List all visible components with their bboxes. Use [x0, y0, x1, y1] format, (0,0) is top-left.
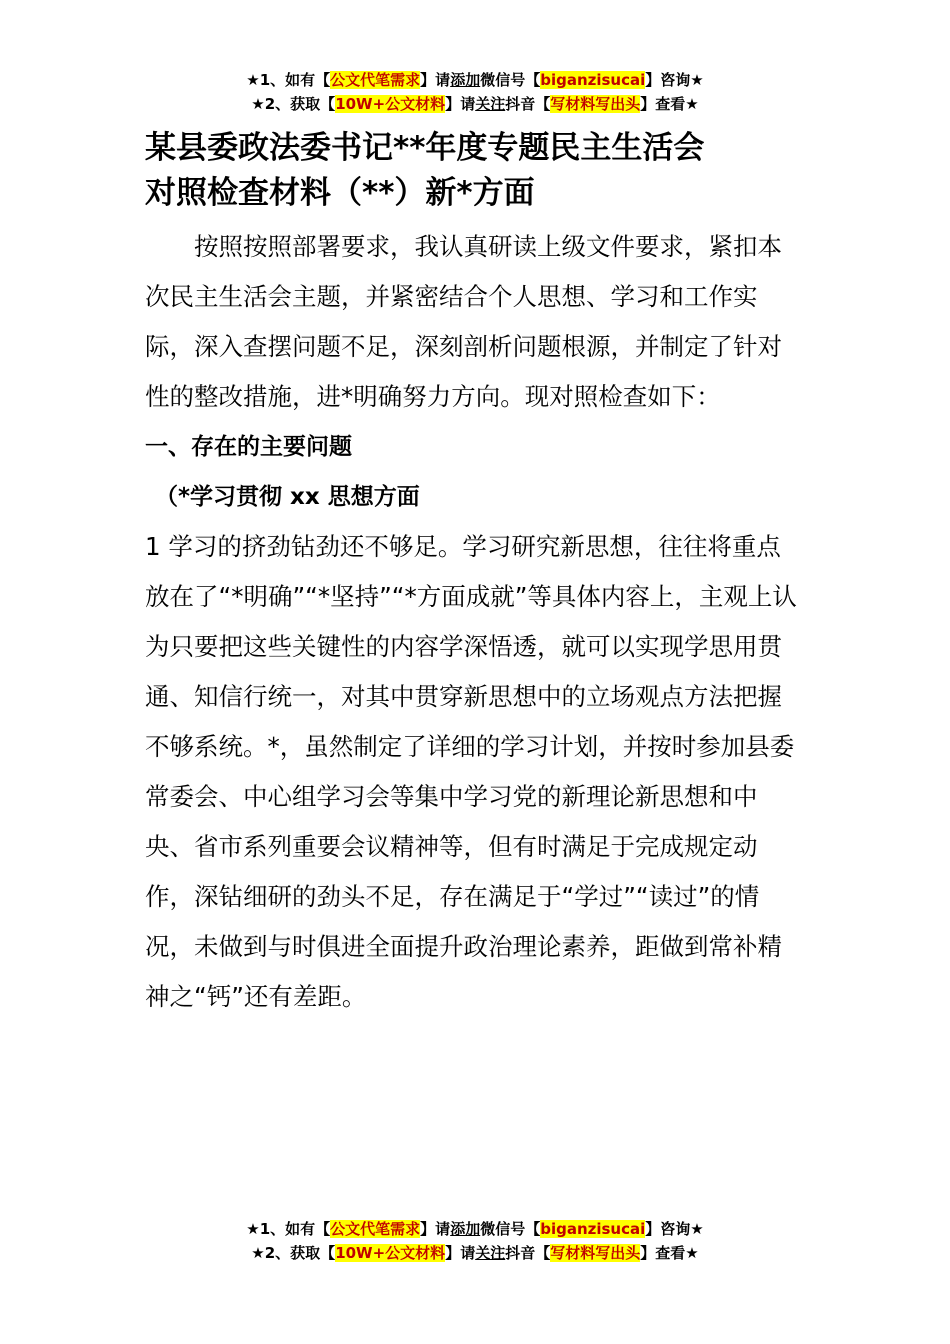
- banner-text: 】请: [445, 95, 476, 113]
- banner-text: 抖音【: [505, 95, 551, 113]
- highlight-service: 公文代笔需求: [330, 1220, 421, 1238]
- banner-text: 微信号【: [480, 1220, 541, 1238]
- banner-text: 】查看★: [640, 95, 699, 113]
- banner-text: 微信号【: [480, 71, 541, 89]
- underlined-text: 关注: [475, 1244, 506, 1262]
- document-title: [145, 126, 805, 216]
- banner-line-2: [0, 92, 950, 116]
- highlight-douyin-account: 写材料写出头: [550, 1244, 641, 1262]
- banner-text: 】请: [445, 1244, 476, 1262]
- subsection-heading: （*学习贯彻 xx 思想方面: [155, 484, 420, 510]
- footer-banner: [0, 1217, 950, 1265]
- highlight-service: 公文代笔需求: [330, 71, 421, 89]
- banner-text: 】咨询★: [645, 1220, 704, 1238]
- banner-text: ★2、获取【: [251, 95, 336, 113]
- underlined-text: 关注: [475, 95, 506, 113]
- highlight-materials: 10W+公文材料: [335, 95, 446, 113]
- document-body: [145, 222, 805, 1022]
- banner-text: 抖音【: [505, 1244, 551, 1262]
- title-line-2: 对照检查材料（**）新*方面: [145, 175, 535, 211]
- banner-text: 】咨询★: [645, 71, 704, 89]
- banner-line-1: [0, 68, 950, 92]
- banner-text: 】查看★: [640, 1244, 699, 1262]
- highlight-materials: 10W+公文材料: [335, 1244, 446, 1262]
- underlined-text: 添加: [450, 1220, 481, 1238]
- banner-text: ★1、如有【: [246, 71, 331, 89]
- highlight-wechat-id: biganzisucai: [540, 71, 646, 89]
- banner-text: 】请: [420, 1220, 451, 1238]
- title-line-1: 某县委政法委书记**年度专题民主生活会: [145, 130, 705, 166]
- banner-line-2: [0, 1241, 950, 1265]
- highlight-douyin-account: 写材料写出头: [550, 95, 641, 113]
- banner-text: ★1、如有【: [246, 1220, 331, 1238]
- section-heading: 一、存在的主要问题: [145, 434, 352, 460]
- body-paragraph: 1 学习的挤劲钻劲还不够足。学习研究新思想，往往将重点放在了“*明确”“*坚持”“*方面成就”等具体内容上，主观上认为只要把这些关键性的内容学深悟透，就可以实现学思用贯通、知信行统一，对其中贯穿新思想中的立场观点方法把握不够系统。*，虽然制定了详细的学习计划，并按时参加县委常委会、中心组学习会等集中学习党的新理论新思想和中央、省市系列重要会议精神等，但有时满足于完成规定动作，深钻细研的劲头不足，存在满足于“学过”“读过”的情况，未做到与时俱进全面提升政治理论素养，距做到常补精神之“钙”还有差距。: [145, 532, 797, 1011]
- banner-text: 】请: [420, 71, 451, 89]
- header-banner: [0, 68, 950, 116]
- banner-line-1: [0, 1217, 950, 1241]
- banner-text: ★2、获取【: [251, 1244, 336, 1262]
- underlined-text: 添加: [450, 71, 481, 89]
- intro-paragraph: 按照按照部署要求，我认真研读上级文件要求，紧扣本次民主生活会主题，并紧密结合个人思想、学习和工作实际，深入查摆问题不足，深刻剖析问题根源，并制定了针对性的整改措施，进*明确努力方向。现对照检查如下：: [145, 232, 782, 411]
- highlight-wechat-id: biganzisucai: [540, 1220, 646, 1238]
